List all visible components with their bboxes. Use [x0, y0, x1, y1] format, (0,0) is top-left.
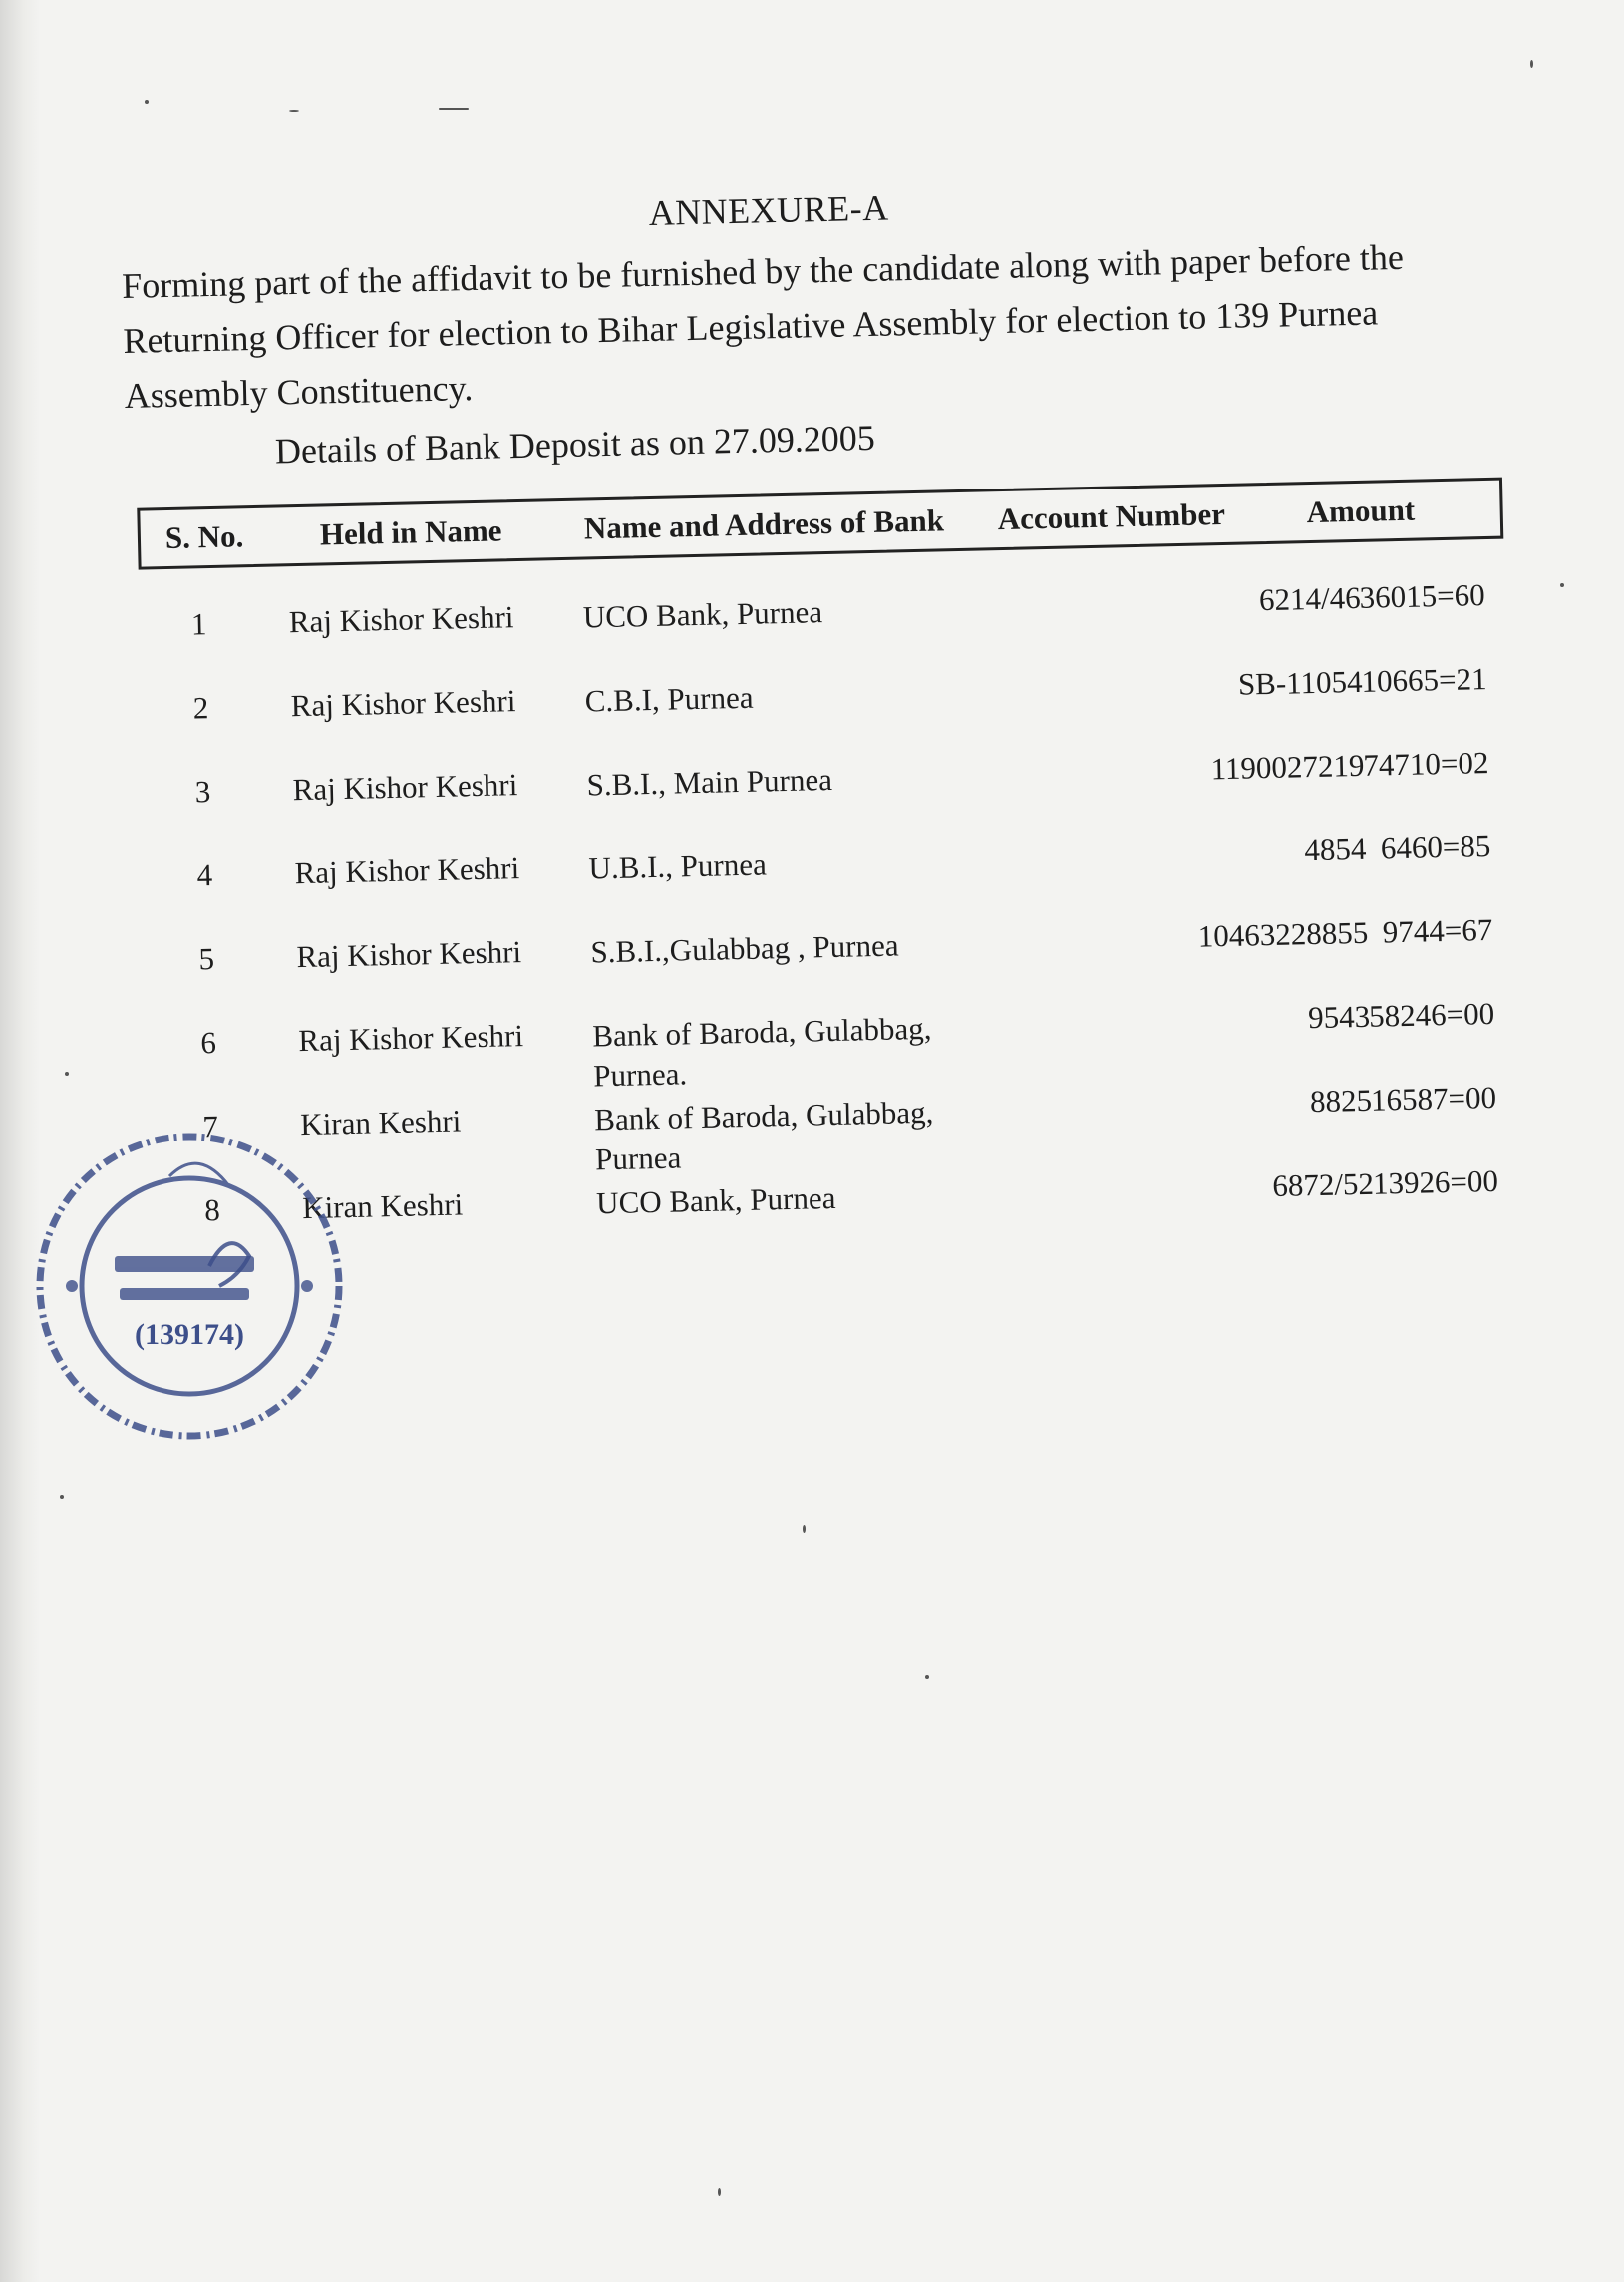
header-sno: S. No.	[164, 518, 244, 556]
cell-bank: U.B.I., Purnea	[588, 846, 768, 886]
cell-bank: S.B.I.,Gulabbag , Purnea	[590, 927, 899, 970]
cell-amount: 13926=00	[1372, 1162, 1499, 1201]
header-amount: Amount	[1306, 491, 1416, 530]
cell-account: 8825	[1309, 1082, 1373, 1120]
scan-speck	[803, 1525, 806, 1533]
cell-bank: Bank of Baroda, Gulabbag, Purnea	[593, 1094, 934, 1177]
cell-sno: 5	[198, 941, 215, 977]
scan-speck	[925, 1675, 929, 1679]
intro-paragraph: Forming part of the affidavit to be furnished by the candidate along with paper before the Returning Officer for election to Bihar Legislative Assembly for election to 139 Purnea Assembly Constituency.	[121, 236, 1405, 416]
header-account-number: Account Number	[997, 495, 1226, 537]
cell-name: Raj Kishor Keshri	[292, 767, 518, 808]
header-bank: Name and Address of Bank	[583, 502, 945, 546]
cell-amount: 58246=00	[1368, 995, 1495, 1034]
cell-sno: 2	[192, 690, 209, 726]
cell-account: 10463228855	[1197, 914, 1369, 954]
header-held-in-name: Held in Name	[319, 512, 502, 552]
cell-account: 1190027219	[1210, 747, 1365, 787]
cell-bank: Bank of Baroda, Gulabbag, Purnea.	[591, 1010, 932, 1094]
cell-name: Kiran Keshri	[299, 1103, 462, 1142]
cell-sno: 7	[201, 1109, 219, 1144]
cell-amount: 36015=60	[1359, 577, 1485, 615]
cell-sno: 1	[190, 606, 207, 642]
cell-bank: C.B.I, Purnea	[584, 679, 754, 719]
cell-name: Kiran Keshri	[301, 1186, 464, 1226]
cell-account: 9543	[1307, 998, 1371, 1036]
notary-seal	[20, 1117, 359, 1456]
cell-account: SB-11054	[1237, 663, 1363, 702]
scan-speck	[718, 2188, 721, 2196]
cell-bank: UCO Bank, Purnea	[582, 594, 823, 635]
cell-amount: 16587=00	[1370, 1079, 1497, 1118]
cell-amount: 10665=21	[1361, 661, 1487, 699]
cell-name: Raj Kishor Keshri	[288, 599, 514, 640]
scan-speck	[1560, 583, 1564, 587]
cell-sno: 3	[194, 774, 211, 810]
cell-sno: 6	[200, 1025, 217, 1061]
cell-sno: 4	[196, 857, 213, 893]
cell-account: 6872/52	[1271, 1165, 1375, 1204]
cell-account: 6214/46	[1258, 579, 1362, 618]
cell-amount: 6460=85	[1380, 827, 1491, 866]
cell-name: Raj Kishor Keshri	[298, 1018, 524, 1059]
scan-speck	[1530, 60, 1533, 68]
scan-speck	[60, 1495, 64, 1499]
scan-speck	[65, 1072, 69, 1076]
cell-account: 4854	[1303, 830, 1367, 868]
scan-speck	[145, 100, 149, 104]
cell-amount: 9744=67	[1382, 911, 1493, 950]
cell-sno: 8	[203, 1191, 221, 1228]
cell-bank: S.B.I., Main Purnea	[586, 761, 833, 803]
cell-name: Raj Kishor Keshri	[296, 934, 522, 975]
cell-amount: 74710=02	[1363, 744, 1489, 783]
affidavit-page	[120, 158, 1515, 1228]
cell-bank: UCO Bank, Purnea	[595, 1179, 836, 1221]
cell-name: Raj Kishor Keshri	[290, 683, 516, 724]
cell-name: Raj Kishor Keshri	[294, 850, 520, 891]
deposit-subheading: Details of Bank Deposit as on 27.09.2005	[274, 417, 876, 472]
scan-speck	[289, 110, 299, 112]
seal-center-text: (139174)	[135, 1318, 244, 1351]
scan-speck	[439, 108, 469, 110]
annexure-heading: ANNEXURE-A	[648, 187, 890, 233]
